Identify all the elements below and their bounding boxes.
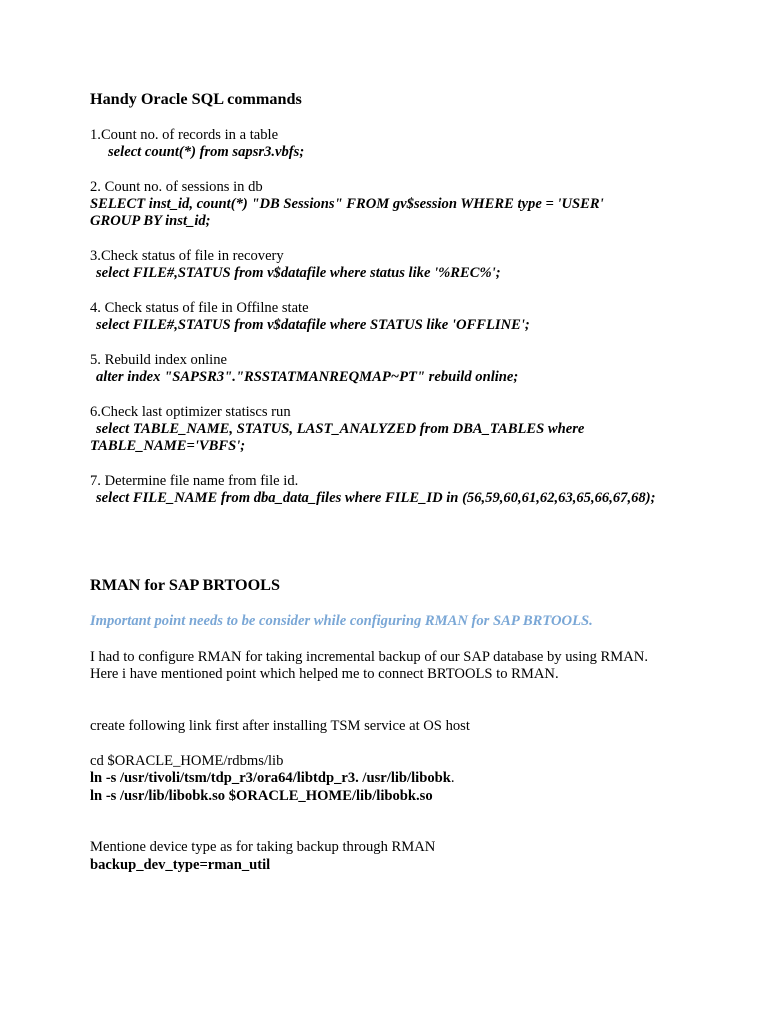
- item3-code: select FILE#,STATUS from v$datafile where status like '%REC%';: [96, 265, 501, 281]
- ln-command-2: ln -s /usr/lib/libobk.so $ORACLE_HOME/lib/libobk.so: [90, 788, 433, 804]
- intro-line1: I had to configure RMAN for taking incremental backup of our SAP database by using RMAN.: [90, 649, 648, 665]
- device-command: backup_dev_type=rman_util: [90, 857, 271, 873]
- device-intro: Mentione device type as for taking backup through RMAN: [90, 839, 436, 855]
- ln-command-1-text: ln -s /usr/tivoli/tsm/tdp_r3/ora64/libtdp_r3. /usr/lib/libobk: [90, 770, 451, 786]
- intro-line2: Here i have mentioned point which helped me to connect BRTOOLS to RMAN.: [90, 666, 559, 682]
- item2-code-line2: GROUP BY inst_id;: [90, 213, 211, 229]
- item7-code: select FILE_NAME from dba_data_files where FILE_ID in (56,59,60,61,62,63,65,66,67,68);: [96, 490, 656, 506]
- item2-code-line1: SELECT inst_id, count(*) "DB Sessions" FROM gv$session WHERE type = 'USER': [90, 196, 604, 212]
- item6-code-line1: select TABLE_NAME, STATUS, LAST_ANALYZED from DBA_TABLES where: [96, 421, 585, 437]
- item6-code-line2: TABLE_NAME='VBFS';: [90, 438, 246, 454]
- item1-label: 1.Count no. of records in a table: [90, 127, 279, 143]
- section-title-rman: RMAN for SAP BRTOOLS: [90, 576, 280, 594]
- item3-label: 3.Check status of file in recovery: [90, 248, 284, 264]
- item1-code: select count(*) from sapsr3.vbfs;: [108, 144, 305, 160]
- section-title-sql: Handy Oracle SQL commands: [90, 90, 302, 108]
- item5-label: 5. Rebuild index online: [90, 352, 228, 368]
- ln-command-1-tail: .: [450, 770, 455, 786]
- item2-label: 2. Count no. of sessions in db: [90, 179, 263, 195]
- item5-code: alter index "SAPSR3"."RSSTATMANREQMAP~PT" rebuild online;: [96, 369, 519, 385]
- item6-label: 6.Check last optimizer statiscs run: [90, 404, 291, 420]
- cd-command: cd $ORACLE_HOME/rdbms/lib: [90, 753, 284, 769]
- item7-label: 7. Determine file name from file id.: [90, 473, 299, 489]
- item4-label: 4. Check status of file in Offilne state: [90, 300, 309, 316]
- item4-code: select FILE#,STATUS from v$datafile where STATUS like 'OFFLINE';: [96, 317, 530, 333]
- highlight-subtitle: Important point needs to be consider while configuring RMAN for SAP BRTOOLS.: [90, 613, 593, 629]
- ln-command-1: [90, 770, 455, 788]
- link-intro: create following link first after installing TSM service at OS host: [90, 718, 470, 734]
